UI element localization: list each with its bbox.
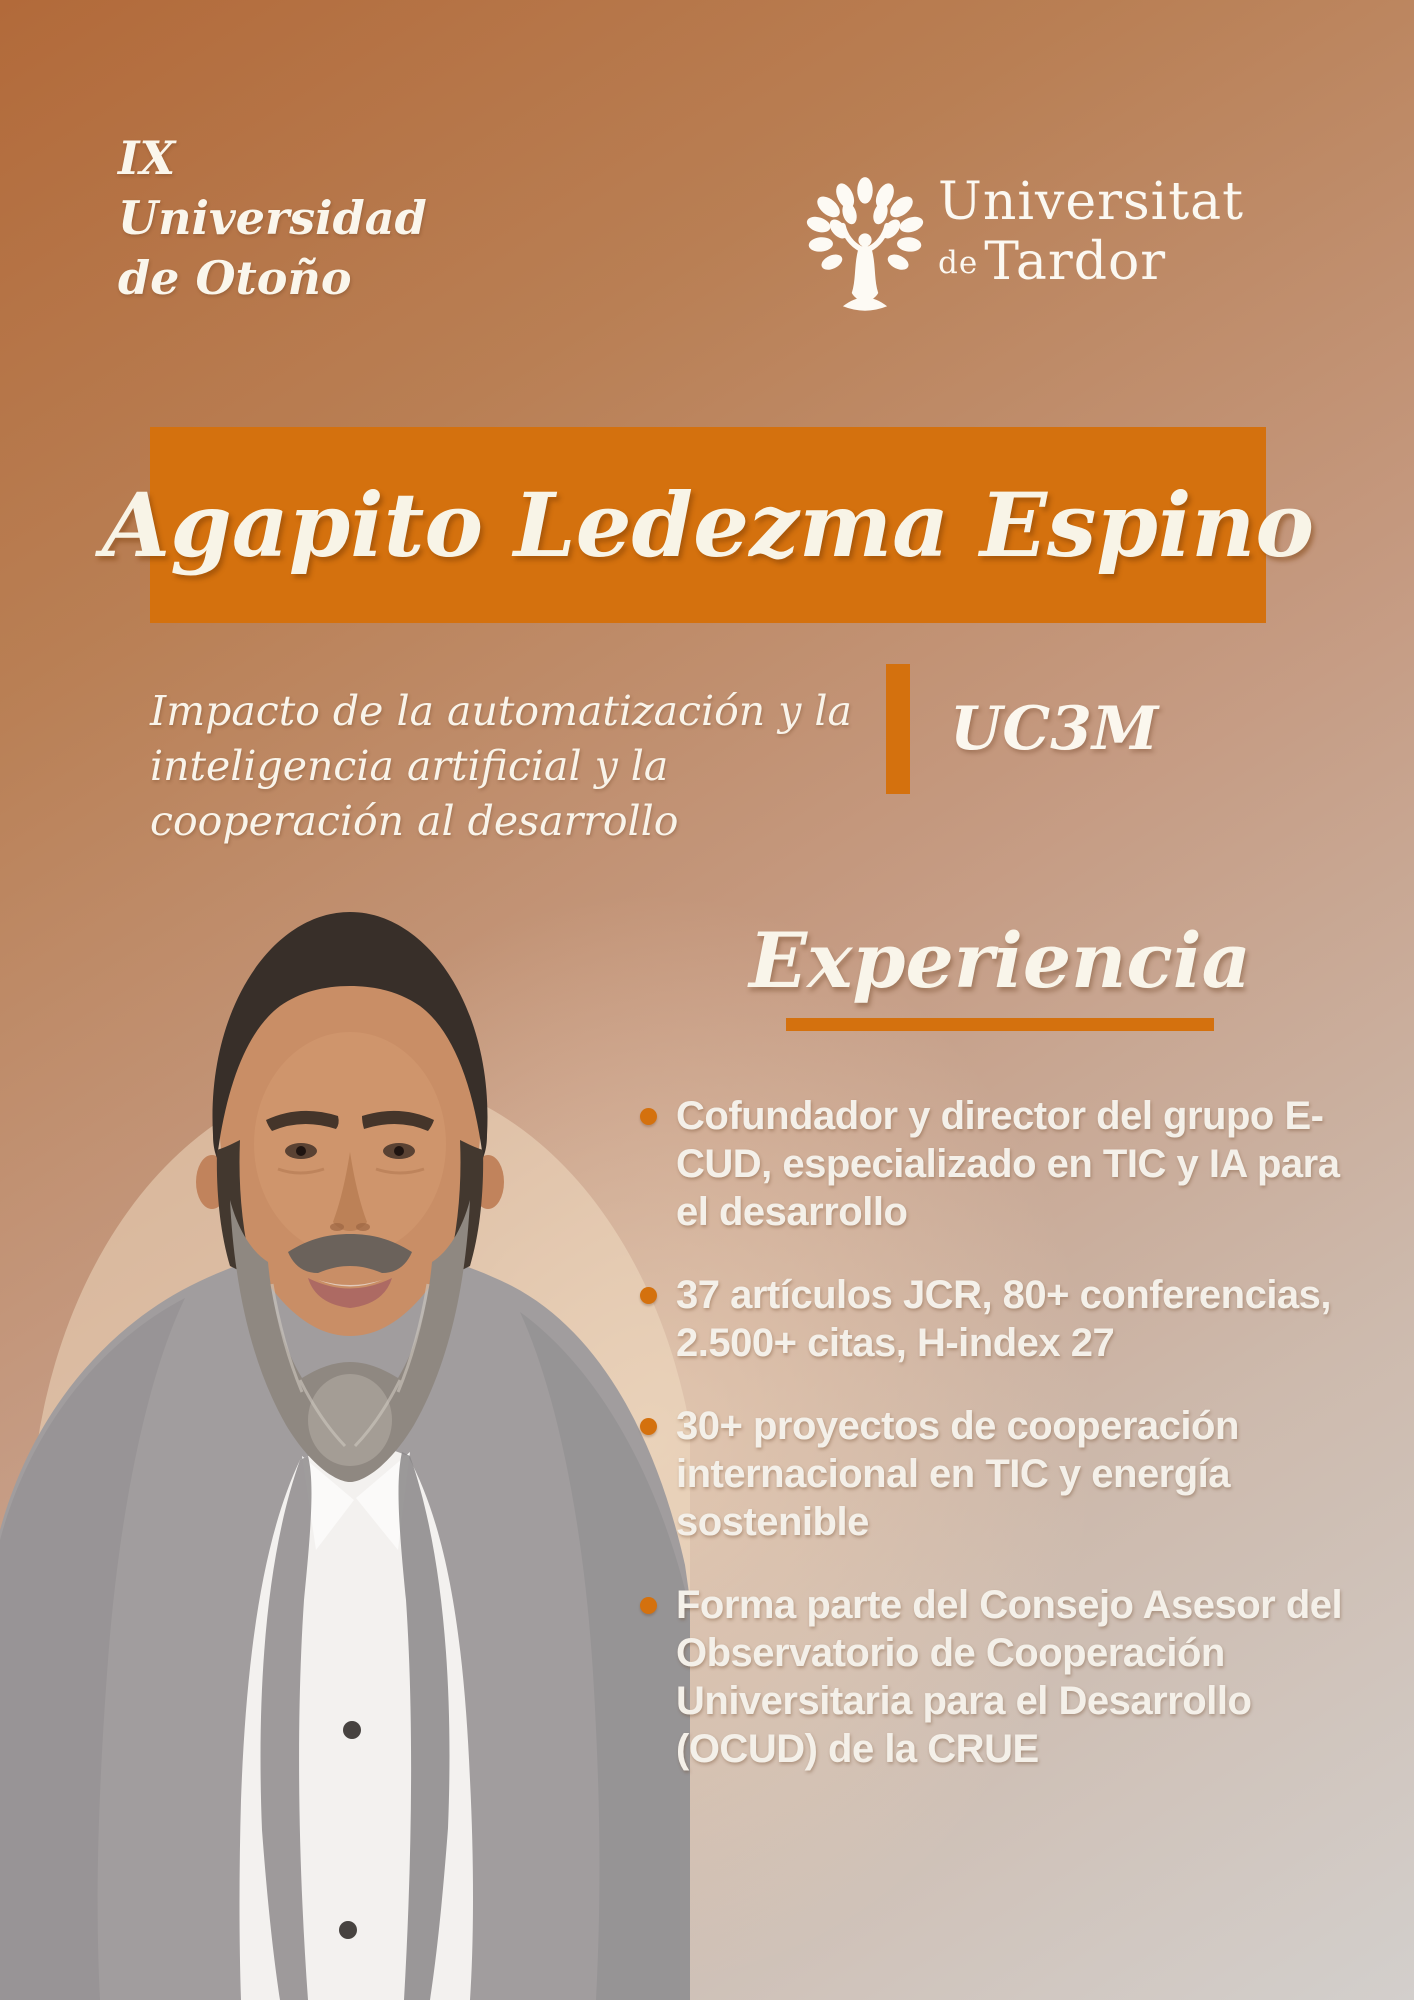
event-edition: IX <box>118 131 176 185</box>
logo-line2-word: Tardor <box>984 232 1167 292</box>
speaker-name: Agapito Ledezma Espino <box>101 473 1315 577</box>
bullet-dot-icon <box>640 1418 657 1435</box>
experience-heading: Experiencia <box>749 916 1251 1005</box>
experience-list <box>640 1092 1366 1808</box>
event-name-line1: Universidad <box>118 191 427 245</box>
logo-line1: Universitat <box>938 172 1245 232</box>
speaker-photo <box>0 900 690 2000</box>
bullet-dot-icon <box>640 1597 657 1614</box>
experience-item-text: Cofundador y director del grupo E-CUD, especializado en TIC y IA para el desarrollo <box>676 1094 1340 1234</box>
experience-item-text: 37 artículos JCR, 80+ conferencias, 2.500+ citas, H-index 27 <box>676 1273 1332 1365</box>
experience-item-text: 30+ proyectos de cooperación internacional en TIC y energía sostenible <box>676 1404 1239 1544</box>
experience-underline <box>786 1018 1214 1031</box>
experience-item-text: Forma parte del Consejo Asesor del Observatorio de Cooperación Universitaria para el Desarrollo (OCUD) de la CRUE <box>676 1583 1343 1771</box>
logo-line2 <box>938 232 1244 292</box>
university-logo <box>806 172 1245 314</box>
logo-text <box>938 172 1245 292</box>
talk-title-line-1: Impacto de la automatización y la <box>150 687 852 735</box>
event-block <box>118 128 427 308</box>
experience-item <box>640 1402 1366 1546</box>
logo-de: de <box>938 245 979 281</box>
event-name-line2: de Otoño <box>118 251 352 305</box>
talk-title-line-3: cooperación al desarrollo <box>150 797 679 845</box>
bullet-dot-icon <box>640 1108 657 1125</box>
tree-person-icon <box>806 176 924 314</box>
affiliation-bar <box>886 664 910 794</box>
name-banner <box>101 427 1315 623</box>
experience-item <box>640 1092 1366 1236</box>
affiliation-label: UC3M <box>950 694 1159 764</box>
affiliation-block <box>886 664 1158 794</box>
talk-title <box>150 684 852 849</box>
bullet-dot-icon <box>640 1287 657 1304</box>
experience-item <box>640 1271 1366 1367</box>
talk-title-line-2: inteligencia artificial y la <box>150 742 669 790</box>
experience-item <box>640 1581 1366 1773</box>
